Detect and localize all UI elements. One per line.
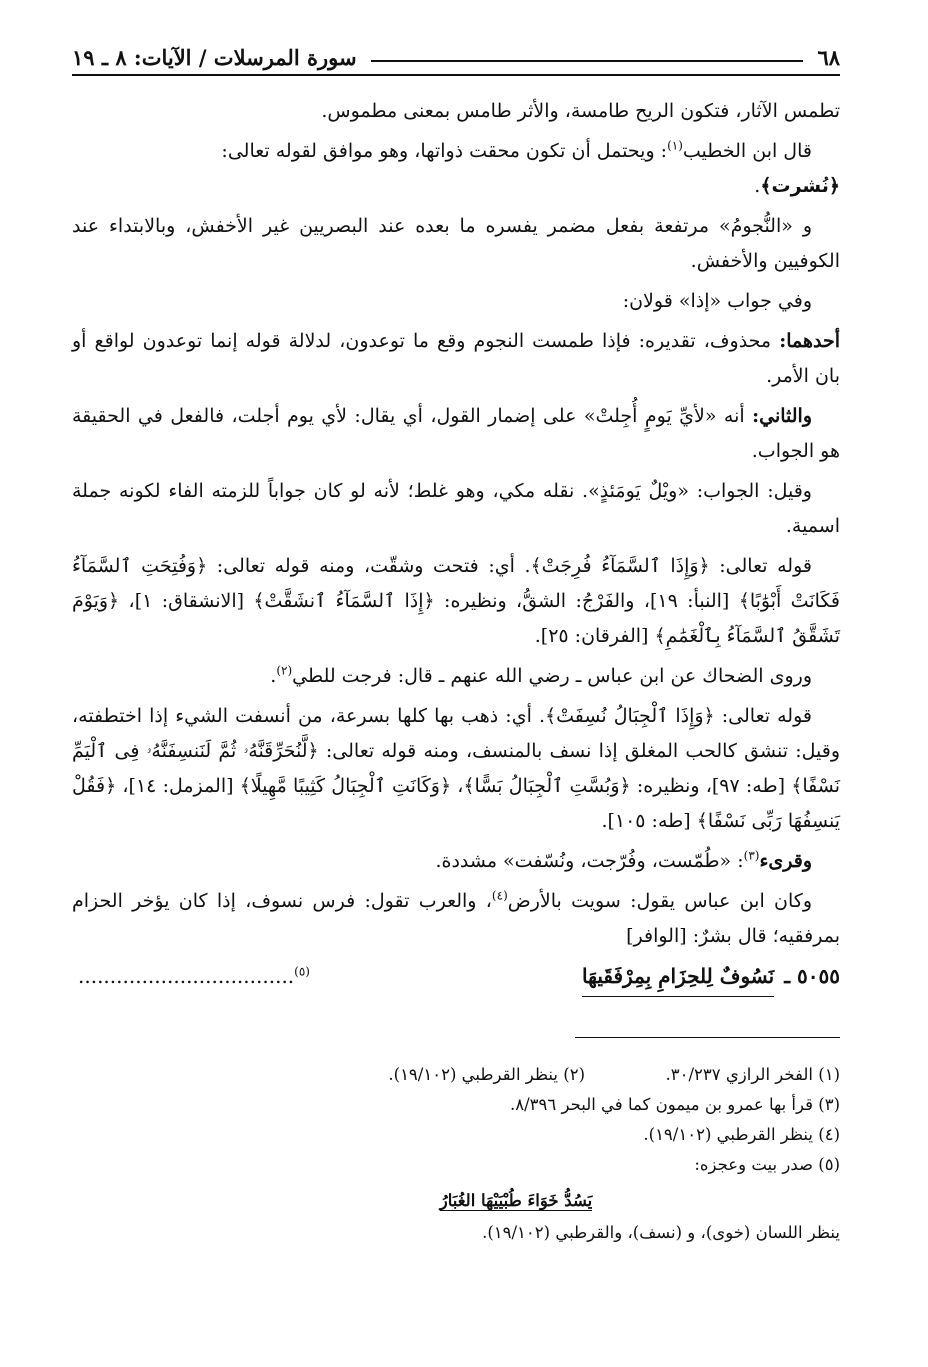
header-title: سورة المرسلات / الآيات: ٨ ـ ١٩ (72, 45, 357, 70)
verse-dots: .................................. (78, 964, 295, 988)
footnote: (٥) صدر بيت وعجزه: (694, 1155, 840, 1174)
paragraph-lead: والثاني: (752, 405, 812, 427)
poetry-verse (72, 959, 840, 997)
header-line (371, 60, 804, 62)
main-text (72, 94, 840, 997)
paragraph-text: و «النُّجومُ» مرتفعة بفعل مضمر يفسره ما بعده عند البصريين غير الأخفش، وبالابتداء عند الكوفيين والأخفش. (72, 215, 840, 272)
paragraph (72, 549, 840, 654)
paragraph (72, 474, 840, 544)
footnote-row (72, 1060, 840, 1090)
paragraph-text: وروى الضحاك عن ابن عباس ـ رضي الله عنهم ـ قال: فرجت للطي (292, 665, 812, 687)
footnote-ref: (٤) (491, 888, 508, 903)
paragraph-text: أنه «لأيِّ يَومٍ أُجِلتْ» على إضمار القول، أي يقال: لأي يوم أجلت، فالفعل في الحقيقة هو الجواب. (72, 405, 840, 462)
verse-ellipsis (72, 959, 582, 994)
paragraph (72, 844, 840, 879)
paragraph-text: ، والعرب تقول: فرس نسوف، إذا كان يؤخر الحزام بمرفقيه؛ قال بشرٌ: [الوافر] (72, 890, 840, 947)
footnote: (٣) قرأ بها عمرو بن ميمون كما في البحر ٨/٣٩٦. (509, 1095, 840, 1114)
footnote-ref: (٣) (743, 848, 760, 863)
paragraph (72, 399, 840, 469)
paragraph (72, 284, 840, 319)
paragraph-text: : ويحتمل أن تكون محقت ذواتها، وهو موافق لقوله تعالى: (221, 140, 668, 162)
paragraph (72, 659, 840, 694)
paragraph-text: وفي جواب «إذا» قولان: (622, 290, 812, 312)
paragraph-text: محذوف، تقديره: فإذا طمست النجوم وقع ما توعدون، لدلالة قوله إنما توعدون لواقع أو بان الأمر. (72, 330, 840, 387)
footnote: ينظر اللسان (خوى)، و (نسف)، والقرطبي (١٩/١٠٢). (482, 1223, 840, 1242)
paragraph-text: وكان ابن عباس يقول: سويت بالأرض (507, 890, 812, 912)
footnote: (٤) ينظر القرطبي (١٩/١٠٢). (643, 1125, 840, 1144)
paragraph-text: قال ابن الخطيب (682, 140, 812, 162)
paragraph-text: قوله تعالى: ﴿وَإِذَا ٱلْجِبَالُ نُسِفَتْ﴾. أي: ذهب بها كلها بسرعة، من أنسفت الشيء إذا اختطفته، وقيل: تنشق كالحب المغلق إذا نسف بالمنسف، ومنه قوله تعالى: ﴿لَّنُحَرِّقَنَّهُۥ ثُمَّ لَنَنسِفَنَّهُۥ فِى ٱلْيَمِّ نَسْفًا﴾ [طه: ٩٧]، ونظيره: ﴿وَبُسَّتِ ٱلْجِبَالُ بَسًّا﴾، ﴿وَكَانَتِ ٱلْجِبَالُ كَثِيبًا مَّهِيلًا﴾ [المزمل: ١٤]، ﴿فَقُلْ يَنسِفُهَا رَبِّى نَسْفًا﴾ [طه: ١٠٥]. (72, 705, 840, 832)
paragraph (72, 94, 840, 129)
paragraph-text: قوله تعالى: ﴿وَإِذَا ٱلسَّمَآءُ فُرِجَتْ﴾. أي: فتحت وشقّت، ومنه قوله تعالى: ﴿وَفُتِحَتِ ٱلسَّمَآءُ فَكَانَتْ أَبْوَٰبًا﴾ [النبأ: ١٩]، والفَرْجُ: الشقُّ، ونظيره: ﴿إِذَا ٱلسَّمَآءُ ٱنشَقَّتْ﴾ [الانشقاق: ١]، ﴿وَيَوْمَ تَشَقَّقُ ٱلسَّمَآءُ بِٱلْغَمَٰمِ﴾ [الفرقان: ٢٥]. (72, 555, 840, 647)
footnote: (١) الفخر الرازي ٣٠/٢٣٧. (665, 1065, 840, 1084)
footnote-ref: (٥) (294, 964, 310, 979)
running-header (72, 30, 840, 70)
paragraph (72, 884, 840, 954)
header-rule (72, 74, 840, 76)
footnote-verse-text: يَسُدُّ خَوَاءَ طُبْيَيْهَا الغُبَارُ (439, 1191, 593, 1210)
paragraph (72, 324, 840, 394)
paragraph-text: . (754, 175, 761, 197)
paragraph (72, 209, 840, 279)
paragraph-text: . (270, 665, 277, 687)
paragraph-text: تطمس الآثار، فتكون الريح طامسة، والأثر طامس بمعنى مطموس. (321, 100, 840, 122)
footnote: (٢) ينظر القرطبي (١٩/١٠٢). (388, 1065, 585, 1084)
paragraph-text: وقيل: الجواب: «ويْلٌ يَومَئذٍ». نقله مكي، وهو غلط؛ لأنه لو كان جواباً للزمته الفاء لكونه جملة اسمية. (72, 480, 840, 537)
paragraph-text: : «طُمّست، وفُرّجت، ونُسّفت» مشددة. (435, 850, 744, 872)
paragraph (72, 699, 840, 839)
verse-number: ٥٠٥٥ ـ (784, 964, 840, 988)
quran-quote: ﴿نُشرت﴾ (760, 175, 840, 197)
paragraph (72, 134, 840, 204)
page-number: ٦٨ (817, 45, 840, 70)
paragraph-lead: وقرىء (759, 850, 812, 872)
paragraph-lead: أحدهما: (779, 330, 840, 352)
footnote-separator (575, 1037, 840, 1038)
footnotes (72, 1060, 840, 1248)
verse-text: نَسُوفٌ لِلحِزَامِ بِمِرْفَقَيهَا (582, 959, 774, 997)
footnote-ref: (١) (667, 138, 683, 153)
footnote-verse (72, 1186, 840, 1216)
footnote-ref: (٢) (276, 663, 293, 678)
